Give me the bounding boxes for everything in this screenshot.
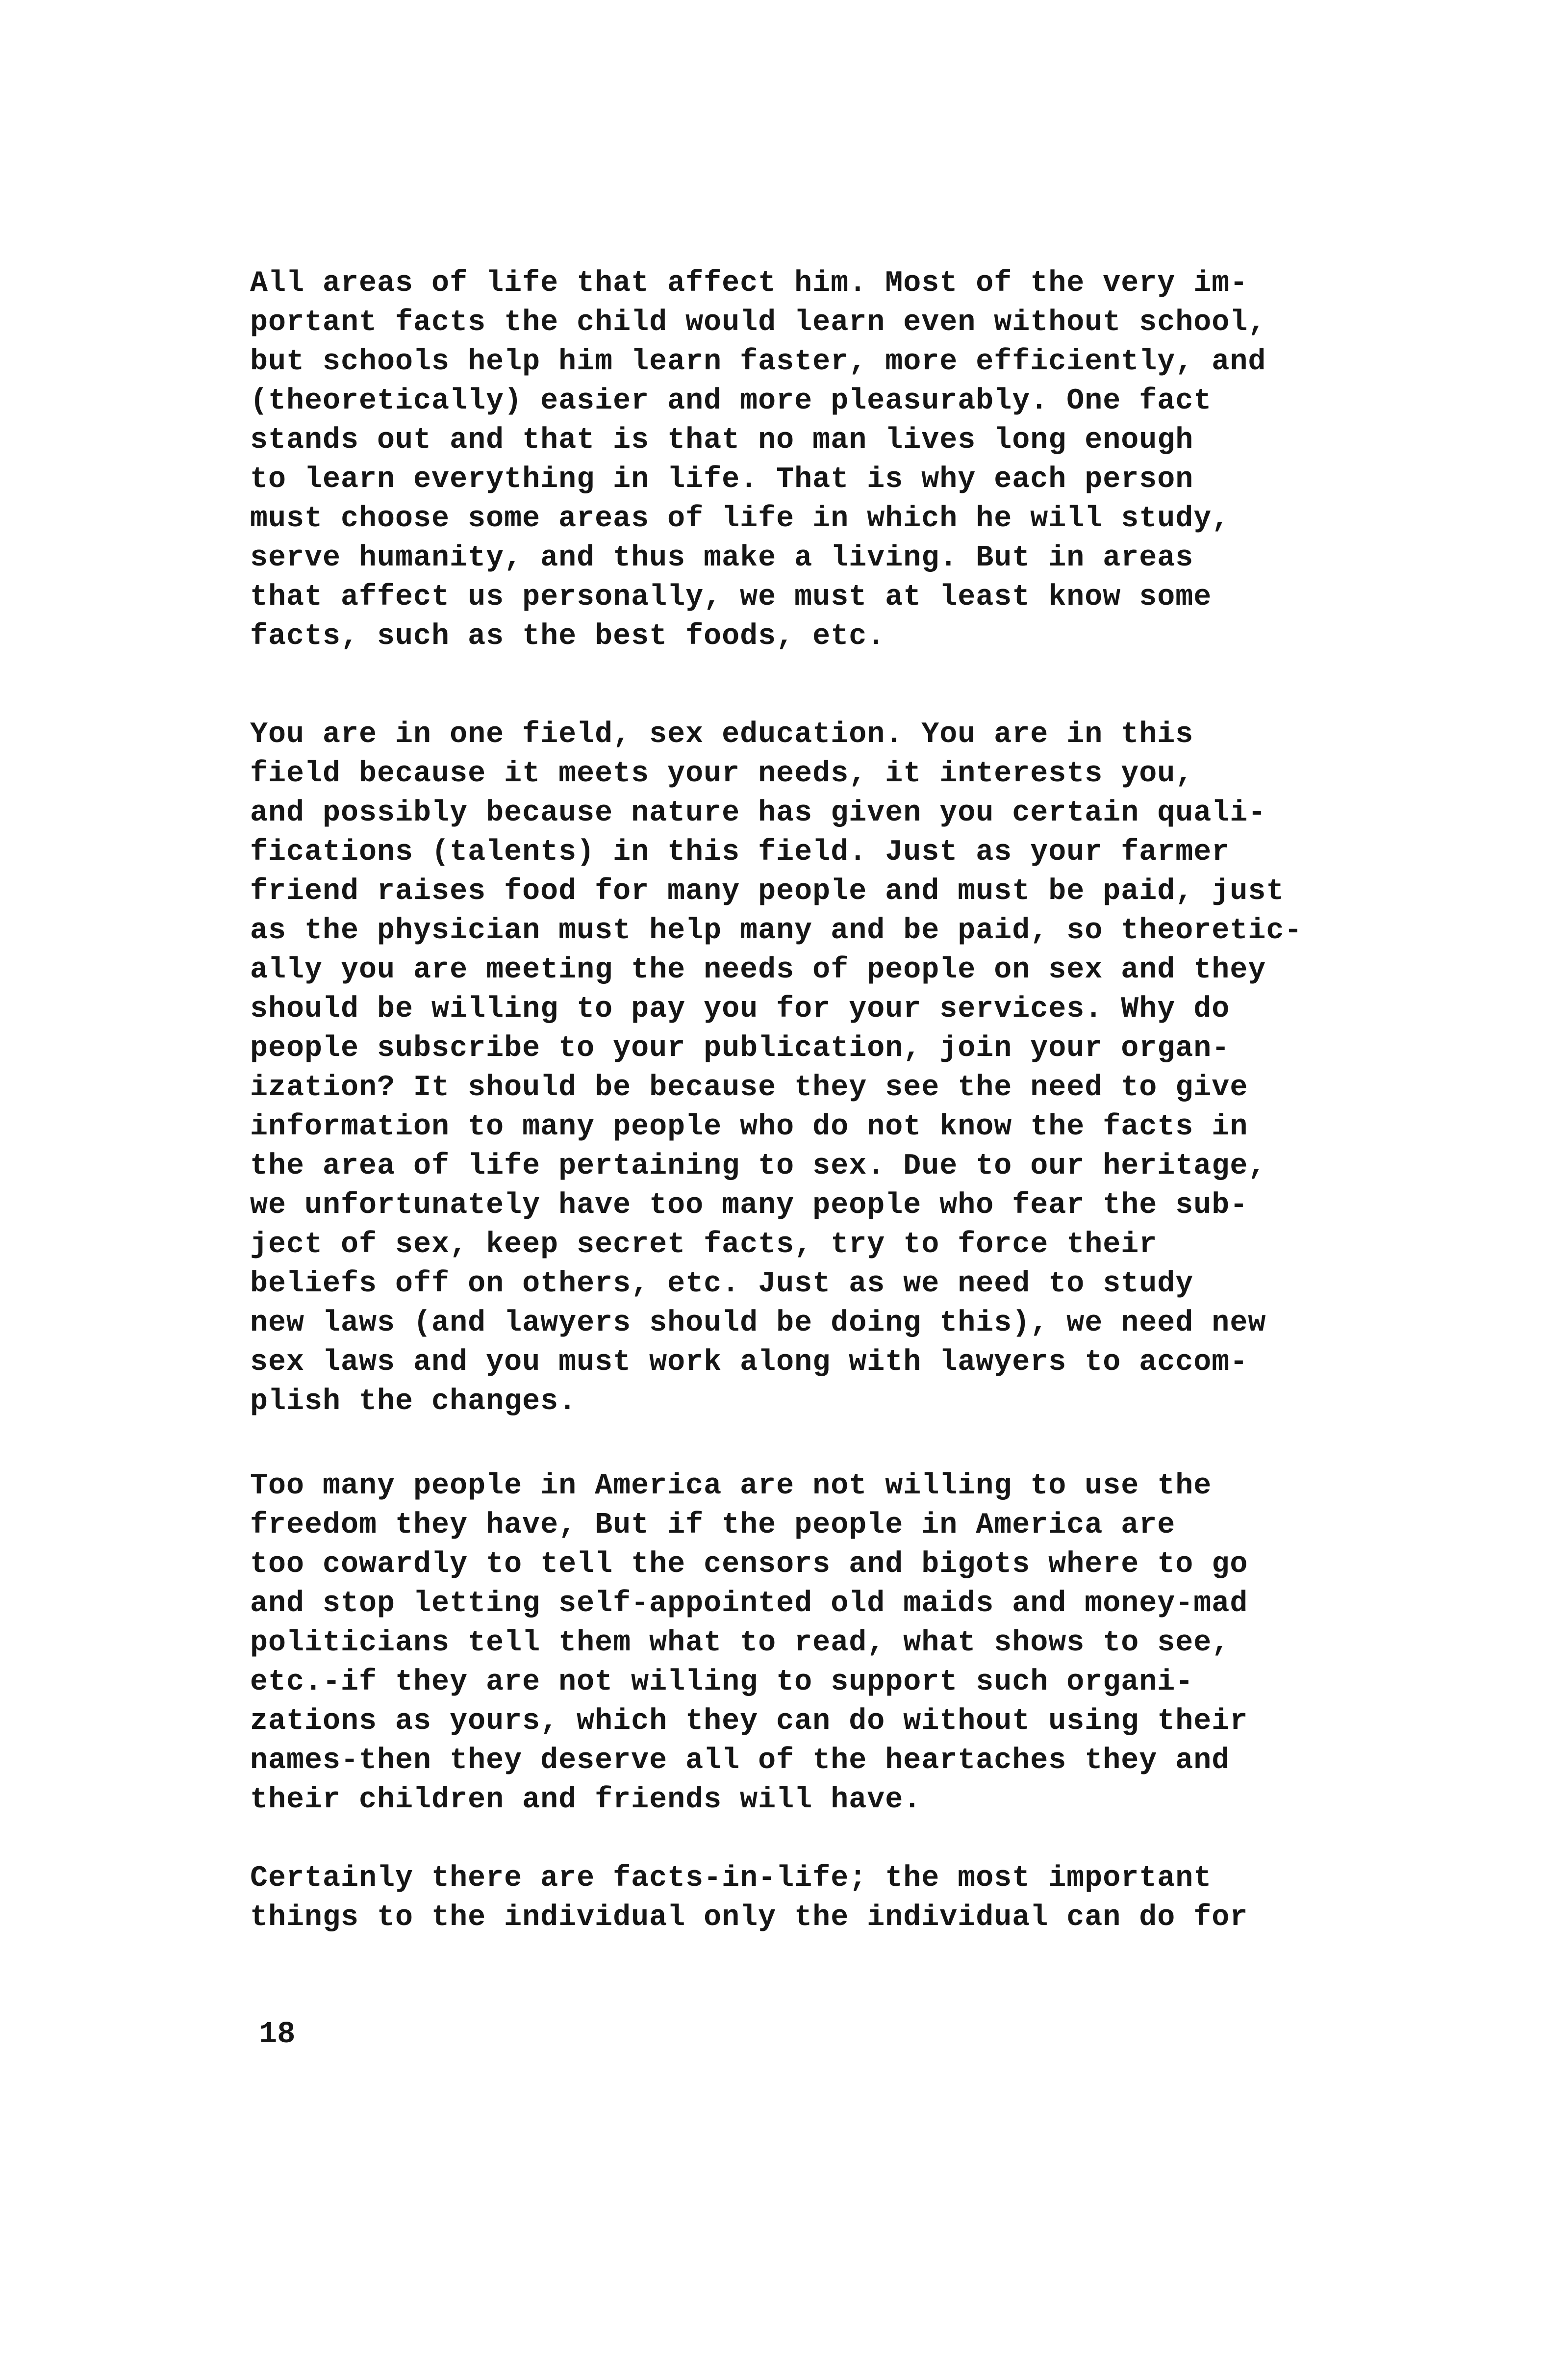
text-line: and possibly because nature has given you certain quali-	[250, 797, 1266, 830]
text-line: politicians tell them what to read, what shows to see,	[250, 1626, 1230, 1660]
text-line: All areas of life that affect him. Most of the very im-	[250, 267, 1248, 300]
text-line: zations as yours, which they can do without using their	[250, 1705, 1248, 1738]
text-line: You are in one field, sex education. You are in this	[250, 718, 1194, 751]
text-line: etc.-if they are not willing to support such organi-	[250, 1666, 1194, 1699]
text-line: field because it meets your needs, it interests you,	[250, 757, 1194, 791]
text-line: to learn everything in life. That is why each person	[250, 463, 1194, 496]
paragraph-3	[250, 1466, 1319, 1820]
text-line: freedom they have, But if the people in America are	[250, 1509, 1176, 1542]
text-line: portant facts the child would learn even without school,	[250, 306, 1266, 339]
text-line: we unfortunately have too many people who fear the sub-	[250, 1189, 1248, 1222]
paragraph-1	[250, 264, 1319, 656]
text-line: names-then they deserve all of the heartaches they and	[250, 1744, 1230, 1777]
text-line: too cowardly to tell the censors and bigots where to go	[250, 1548, 1248, 1581]
text-line: should be willing to pay you for your services. Why do	[250, 993, 1230, 1026]
text-line: must choose some areas of life in which he will study,	[250, 502, 1230, 536]
text-line: sex laws and you must work along with lawyers to accom-	[250, 1346, 1248, 1379]
text-line: the area of life pertaining to sex. Due to our heritage,	[250, 1150, 1266, 1183]
text-line: things to the individual only the individual can do for	[250, 1901, 1248, 1934]
text-line: that affect us personally, we must at least know some	[250, 581, 1212, 614]
text-line: serve humanity, and thus make a living. But in areas	[250, 541, 1194, 575]
text-line: (theoretically) easier and more pleasurably. One fact	[250, 385, 1212, 418]
text-line: facts, such as the best foods, etc.	[250, 620, 885, 653]
text-line: but schools help him learn faster, more efficiently, and	[250, 345, 1266, 379]
text-line: and stop letting self-appointed old maids and money-mad	[250, 1587, 1248, 1620]
text-line: ally you are meeting the needs of people on sex and they	[250, 953, 1266, 987]
paragraph-2	[250, 715, 1319, 1421]
text-line: ject of sex, keep secret facts, try to force their	[250, 1228, 1158, 1261]
text-line: their children and friends will have.	[250, 1783, 922, 1817]
text-line: information to many people who do not know the facts in	[250, 1110, 1248, 1144]
text-line: new laws (and lawyers should be doing this), we need new	[250, 1307, 1266, 1340]
page-number: 18	[259, 2017, 296, 2052]
text-line: people subscribe to your publication, join your organ-	[250, 1032, 1230, 1065]
text-line: friend raises food for many people and must be paid, just	[250, 875, 1285, 908]
text-line: fications (talents) in this field. Just as your farmer	[250, 836, 1230, 869]
text-line: beliefs off on others, etc. Just as we need to study	[250, 1267, 1194, 1301]
text-line: Too many people in America are not willing to use the	[250, 1469, 1212, 1503]
text-line: stands out and that is that no man lives long enough	[250, 424, 1194, 457]
paragraph-4	[250, 1859, 1319, 1937]
text-line: Certainly there are facts-in-life; the most important	[250, 1862, 1212, 1895]
text-line: ization? It should be because they see the need to give	[250, 1071, 1248, 1105]
text-line: as the physician must help many and be paid, so theoretic-	[250, 914, 1303, 948]
text-line: plish the changes.	[250, 1385, 577, 1418]
